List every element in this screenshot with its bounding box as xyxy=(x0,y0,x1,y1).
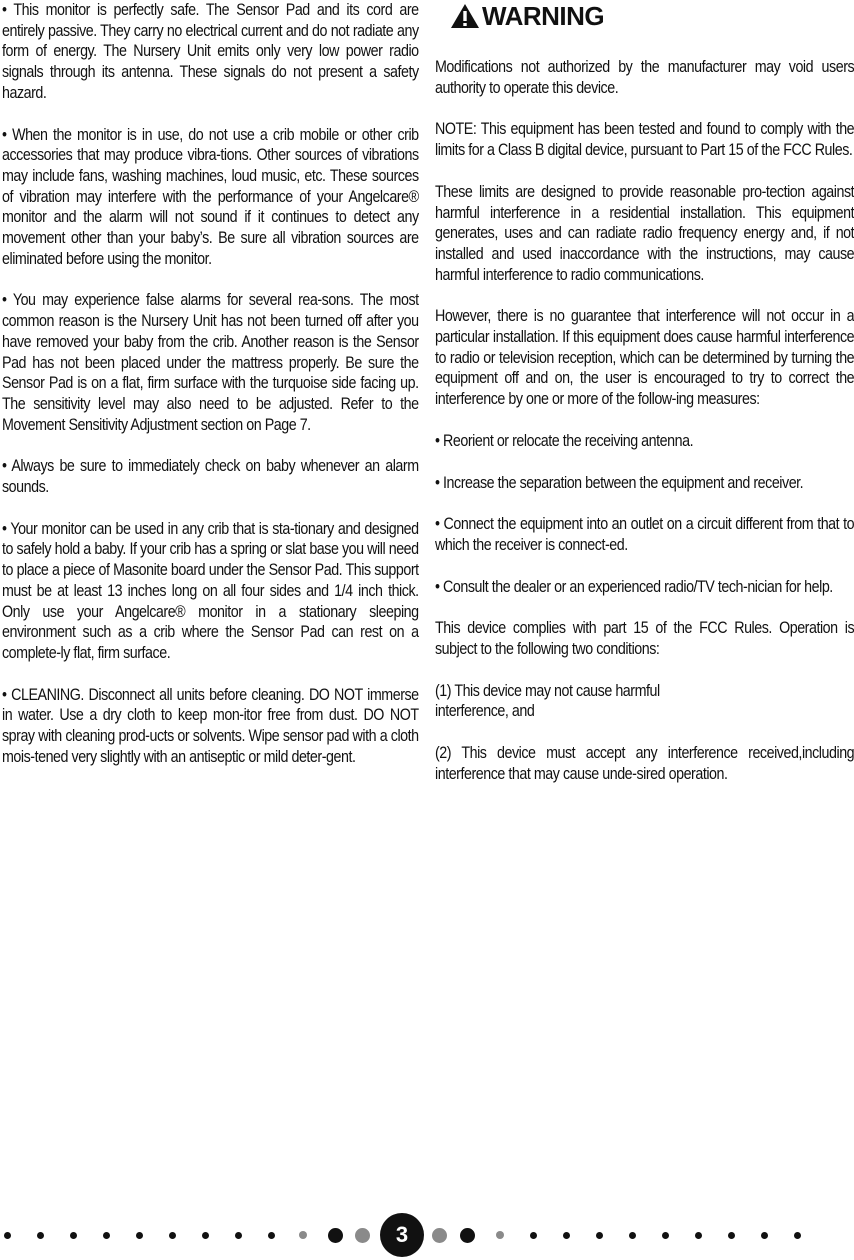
paragraph-part15: This device complies with part 15 of the FCC Rules. Operation is subject to the following two conditions: xyxy=(435,618,854,659)
paragraph-safety: • This monitor is perfectly safe. The Sensor Pad and its cord are entirely passive. They carry no electrical current and do not radiate any form of energy. The Nursery Unit emits only very low power radio signals through its antenna. These signals do not present a safety hazard. xyxy=(2,0,419,102)
paragraph-cleaning: • CLEANING. Disconnect all units before cleaning. DO NOT immerse in water. Use a dry cloth to keep mon-itor free from dust. DO NOT spray with cleaning prod-ucts or solvents. Wipe sensor pad with a cloth mois-tened very slightly with an antiseptic or mild deter-gent. xyxy=(2,684,419,766)
paragraph-vibration: • When the monitor is in use, do not use a crib mobile or other crib accessories that may produce vibra-tions. Other sources of vibrations may include fans, washing machines, loud music, etc. These sources of vibration may interfere with the performance of your Angelcare® monitor and the alarm will not sound if it continues to detect any movement other than your baby’s. Be sure all vibration sources are eliminated before using the monitor. xyxy=(2,124,419,268)
footer-dot xyxy=(103,1232,110,1239)
warning-label: WARNING xyxy=(482,1,605,31)
footer-dot xyxy=(662,1232,669,1239)
footer-dot xyxy=(496,1231,504,1239)
footer-dot xyxy=(794,1232,801,1239)
footer-dot xyxy=(299,1231,307,1239)
paragraph-condition-1: (1) This device may not cause harmful interference, and xyxy=(435,680,660,721)
page-number: 3 xyxy=(380,1213,424,1257)
footer-dot xyxy=(70,1232,77,1239)
footer-dot xyxy=(328,1228,343,1243)
left-column xyxy=(2,0,419,789)
paragraph-reorient: • Reorient or relocate the receiving antenna. xyxy=(435,430,694,450)
footer-dot xyxy=(761,1232,768,1239)
paragraph-no-guarantee: However, there is no guarantee that interference will not occur in a particular installation. If this equipment does cause harmful interference to radio or television reception, which can be determined by turning the equipment off and on, the user is encouraged to try to correct the interference by one or more of the follow-ing measures: xyxy=(435,306,854,409)
footer-dot xyxy=(4,1232,11,1239)
footer-dot xyxy=(268,1232,275,1239)
footer-dot xyxy=(460,1228,475,1243)
footer-dot xyxy=(169,1232,176,1239)
paragraph-condition-2: (2) This device must accept any interference received,including interference that may cause unde-sired operation. xyxy=(435,743,854,783)
footer-dot xyxy=(596,1232,603,1239)
paragraph-consult: • Consult the dealer or an experienced radio/TV tech-nician for help. xyxy=(435,576,833,596)
paragraph-limits: These limits are designed to provide reasonable pro-tection against harmful interference in a residential installation. This equipment generates, uses and can radiate radio frequency energy and, if not installed and used inaccordance with the instructions, may cause harmful interference to radio communications. xyxy=(435,181,854,284)
footer-dot xyxy=(355,1228,370,1243)
paragraph-modifications: Modifications not authorized by the manufacturer may void users authority to operate this device. xyxy=(435,57,854,97)
paragraph-separation: • Increase the separation between the equipment and receiver. xyxy=(435,472,804,492)
paragraph-check-baby: • Always be sure to immediately check on baby whenever an alarm sounds. xyxy=(2,456,419,497)
right-column xyxy=(435,57,854,806)
paragraph-crib-support: • Your monitor can be used in any crib that is sta-tionary and designed to safely hold a baby. If your crib has a spring or slat base you will need to place a piece of Masonite board under the Sensor Pad. This support must be at least 13 inches long on all four sides and 1/4 inch thick. Only use your Angelcare® monitor in a stationary sleeping environment such as a crib where the Sensor Pad can rest on a complete-ly flat, firm surface. xyxy=(2,518,419,662)
footer-dot xyxy=(629,1232,636,1239)
warning-heading xyxy=(450,2,604,30)
footer-dot xyxy=(695,1232,702,1239)
paragraph-false-alarms: • You may experience false alarms for several rea-sons. The most common reason is the Nursery Unit has not been turned off after you have removed your baby from the crib. Another reason is the Sensor Pad has not been placed under the mattress properly. Be sure the Sensor Pad is on a flat, firm surface with the turquoise side facing up. The sensitivity level may also need to be adjusted. Refer to the Movement Sensitivity Adjustment section on Page 7. xyxy=(2,290,419,434)
warning-triangle-icon xyxy=(450,3,480,29)
paragraph-outlet: • Connect the equipment into an outlet on a circuit different from that to which the receiver is connect-ed. xyxy=(435,514,854,554)
footer-dot xyxy=(432,1228,447,1243)
footer-dot xyxy=(235,1232,242,1239)
footer-dot xyxy=(563,1232,570,1239)
footer-dot xyxy=(530,1232,537,1239)
footer-dot xyxy=(37,1232,44,1239)
footer-dot xyxy=(136,1232,143,1239)
footer-dot xyxy=(728,1232,735,1239)
footer-dot xyxy=(202,1232,209,1239)
footer-dots xyxy=(0,1214,854,1254)
paragraph-fcc-note: NOTE: This equipment has been tested and found to comply with the limits for a Class B digital device, pursuant to Part 15 of the FCC Rules. xyxy=(435,119,854,160)
